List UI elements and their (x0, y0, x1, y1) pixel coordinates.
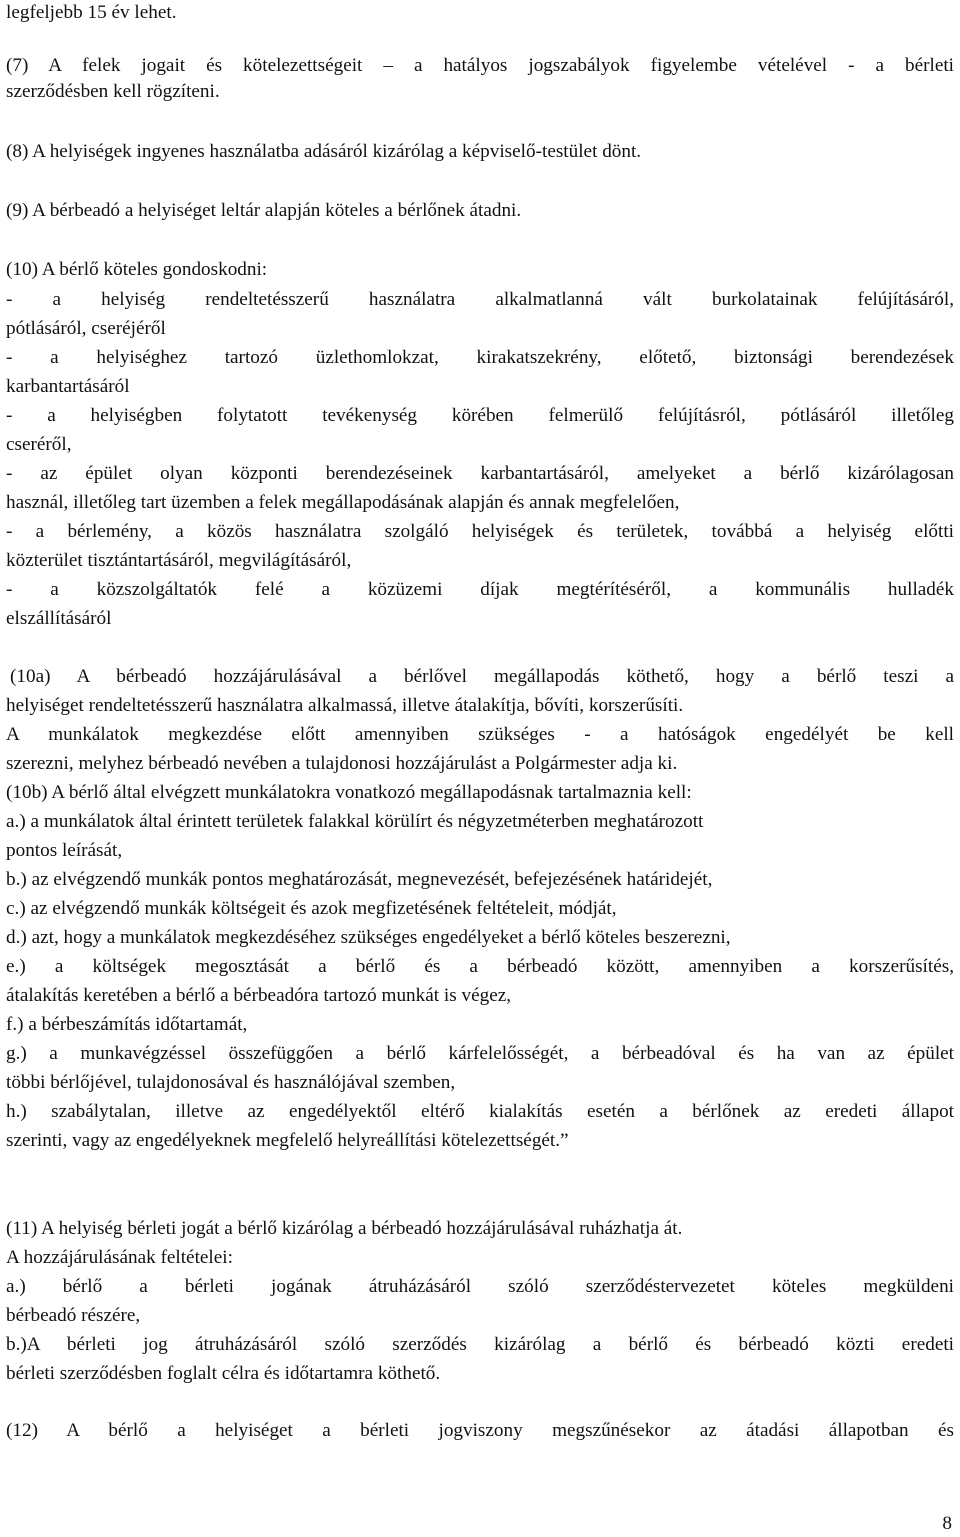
text-line: - az épület olyan központi berendezéseinek karbantartásáról, amelyeket a bérlő kizárólagosan (6, 463, 954, 484)
text-line: szerezni, melyhez bérbeadó nevében a tulajdonosi hozzájárulást a Polgármester adja ki. (6, 753, 678, 774)
text-line: cseréről, (6, 434, 72, 455)
text-line: d.) azt, hogy a munkálatok megkezdéséhez szükséges engedélyeket a bérlő köteles beszerezni, (6, 927, 731, 948)
text-line: (10b) A bérlő által elvégzett munkálatokra vonatkozó megállapodásnak tartalmaznia kell: (6, 782, 692, 803)
text-line: (10) A bérlő köteles gondoskodni: (6, 259, 268, 280)
text-line: - a helyiségben folytatott tevékenység körében felmerülő felújításról, pótlásáról illetőleg (6, 405, 954, 426)
text-line: használ, illetőleg tart üzemben a felek megállapodásának alapján és annak megfelelően, (6, 492, 680, 513)
text-line: b.)A bérleti jog átruházásáról szóló szerződés kizárólag a bérlő és bérbeadó közti eredeti (6, 1334, 954, 1355)
text-line: a.) a munkálatok által érintett területek falakkal körülírt és négyzetméterben meghatározott (6, 811, 704, 832)
text-line: e.) a költségek megosztását a bérlő és a bérbeadó között, amennyiben a korszerűsítés, (6, 956, 954, 977)
text-line: átalakítás keretében a bérlő a bérbeadóra tartozó munkát is végez, (6, 985, 512, 1006)
text-line: - a helyiség rendeltetésszerű használatra alkalmatlanná vált burkolatainak felújításáról, (6, 289, 954, 310)
text-line: (10a) A bérbeadó hozzájárulásával a bérlővel megállapodás köthető, hogy a bérlő teszi a (10, 666, 954, 687)
text-line: (8) A helyiségek ingyenes használatba adásáról kizárólag a képviselő-testület dönt. (6, 141, 642, 162)
text-line: karbantartásáról (6, 376, 130, 397)
text-line: c.) az elvégzendő munkák költségeit és azok megfizetésének feltételeit, módját, (6, 898, 617, 919)
text-line: f.) a bérbeszámítás időtartamát, (6, 1014, 248, 1035)
text-line: (12) A bérlő a helyiséget a bérleti jogviszony megszűnésekor az átadási állapotban és (6, 1420, 954, 1441)
text-line: - a közszolgáltatók felé a közüzemi díjak megtérítéséről, a kommunális hulladék (6, 579, 954, 600)
text-line: a.) bérlő a bérleti jogának átruházásáról szóló szerződéstervezetet köteles megküldeni (6, 1276, 954, 1297)
text-line: helyiséget rendeltetésszerű használatra alkalmassá, illetve átalakítja, bővíti, korszerűsíti. (6, 695, 684, 716)
text-line: - a bérlemény, a közös használatra szolgáló helyiségek és területek, továbbá a helyiség előtti (6, 521, 954, 542)
text-line: többi bérlőjével, tulajdonosával és használójával szemben, (6, 1072, 456, 1093)
page-number: 8 (942, 1513, 952, 1534)
text-line: pontos leírását, (6, 840, 123, 861)
text-line: A hozzájárulásának feltételei: (6, 1247, 233, 1268)
text-line: b.) az elvégzendő munkák pontos meghatározását, megnevezését, befejezésének határidejét, (6, 869, 713, 890)
text-line: - a helyiséghez tartozó üzlethomlokzat, kirakatszekrény, előtető, biztonsági berendezések (6, 347, 954, 368)
text-line: bérbeadó részére, (6, 1305, 141, 1326)
text-line: szerződésben kell rögzíteni. (6, 81, 220, 102)
text-line: elszállításáról (6, 608, 112, 629)
text-line: A munkálatok megkezdése előtt amennyiben szükséges - a hatóságok engedélyét be kell (6, 724, 954, 745)
text-line: g.) a munkavégzéssel összefüggően a bérlő kárfelelősségét, a bérbeadóval és ha van az épület (6, 1043, 954, 1064)
text-line: bérleti szerződésben foglalt célra és időtartamra köthető. (6, 1363, 441, 1384)
text-line: h.) szabálytalan, illetve az engedélyektől eltérő kialakítás esetén a bérlőnek az eredeti állapot (6, 1101, 954, 1122)
text-line: (11) A helyiség bérleti jogát a bérlő kizárólag a bérbeadó hozzájárulásával ruházhatja át. (6, 1218, 683, 1239)
text-line: szerinti, vagy az engedélyeknek megfelelő helyreállítási kötelezettségét.” (6, 1130, 569, 1151)
text-line: legfeljebb 15 év lehet. (6, 2, 177, 23)
text-line: pótlásáról, cseréjéről (6, 318, 166, 339)
text-line: (9) A bérbeadó a helyiséget leltár alapján köteles a bérlőnek átadni. (6, 200, 522, 221)
text-line: (7) A felek jogait és kötelezettségeit – a hatályos jogszabályok figyelembe vételével - a bérleti (6, 55, 954, 76)
text-line: közterület tisztántartásáról, megvilágításáról, (6, 550, 352, 571)
